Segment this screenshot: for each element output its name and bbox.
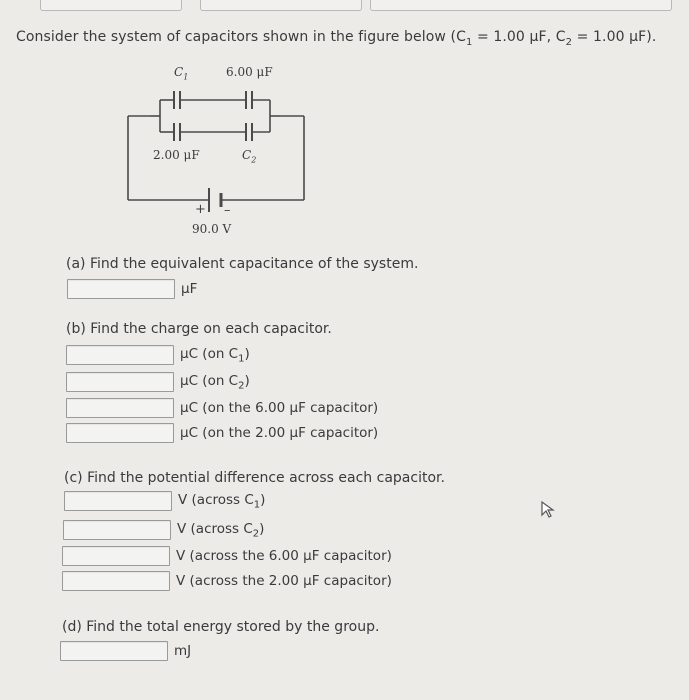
part-c-cap6-answer-input[interactable] xyxy=(62,546,170,566)
part-d-unit: mJ xyxy=(174,643,192,659)
part-b-row-c1 xyxy=(66,344,250,366)
part-b-c1-unit: μC (on $C_1$) xyxy=(180,345,250,365)
part-c-row-c2 xyxy=(63,519,264,541)
c2-label: $C_2$ xyxy=(242,148,257,165)
part-c-row-c1 xyxy=(64,490,265,512)
question-prefix: Consider the system of capacitors shown in the figure below (C xyxy=(16,29,466,45)
part-c-row-cap2 xyxy=(62,570,392,592)
question-c1-value: = 1.00 μF, C xyxy=(472,29,566,45)
part-b-cap6-unit: μC (on the 6.00 μF capacitor) xyxy=(180,400,379,416)
part-c-cap2-unit: V (across the 2.00 μF capacitor) xyxy=(176,573,392,589)
part-c-label: (c) Find the potential difference across each capacitor. xyxy=(64,470,445,486)
part-b-row-cap2 xyxy=(66,422,378,444)
part-c-c2-unit: V (across $C_2$) xyxy=(177,520,265,540)
part-b-row-c2 xyxy=(66,371,250,393)
top-toolbar xyxy=(0,0,689,18)
part-a-label: (a) Find the equivalent capacitance of the system. xyxy=(66,256,419,272)
part-d-label: (d) Find the total energy stored by the group. xyxy=(62,619,380,635)
part-c-c2-answer-input[interactable] xyxy=(63,520,171,540)
battery-voltage-label: 90.0 V xyxy=(192,222,232,236)
part-a-row xyxy=(67,278,197,300)
top-tab-box[interactable] xyxy=(200,0,362,11)
mouse-pointer-icon xyxy=(540,500,558,520)
c1-label: $C_1$ xyxy=(174,65,189,82)
top-tab-box[interactable] xyxy=(40,0,182,11)
question-c1-sub: 1 xyxy=(465,36,473,48)
top-tab-box[interactable] xyxy=(370,0,672,11)
part-c-cap2-answer-input[interactable] xyxy=(62,571,170,591)
part-b-cap2-unit: μC (on the 2.00 μF capacitor) xyxy=(180,425,379,441)
question-c2-sub: 2 xyxy=(565,36,573,48)
part-a-answer-input[interactable] xyxy=(67,279,175,299)
part-c-c1-answer-input[interactable] xyxy=(64,491,172,511)
battery-minus-sign: – xyxy=(224,203,231,218)
part-b-label: (b) Find the charge on each capacitor. xyxy=(66,321,332,337)
part-b-c2-unit: μC (on $C_2$) xyxy=(180,372,250,392)
part-d-answer-input[interactable] xyxy=(60,641,168,661)
part-c-cap6-unit: V (across the 6.00 μF capacitor) xyxy=(176,548,392,564)
circuit-diagram xyxy=(120,60,320,245)
question-c2-value: = 1.00 μF). xyxy=(572,29,657,45)
part-d-row xyxy=(60,640,191,662)
part-b-row-cap6 xyxy=(66,397,378,419)
part-b-cap2-answer-input[interactable] xyxy=(66,423,174,443)
part-b-cap6-answer-input[interactable] xyxy=(66,398,174,418)
question-text xyxy=(16,29,656,48)
part-c-c1-unit: V (across $C_1$) xyxy=(178,491,266,511)
circuit-svg xyxy=(120,60,320,245)
cap6-label: 6.00 μF xyxy=(226,65,273,79)
part-b-c1-answer-input[interactable] xyxy=(66,345,174,365)
part-c-row-cap6 xyxy=(62,545,392,567)
cap2-label: 2.00 μF xyxy=(153,148,200,162)
part-a-unit: μF xyxy=(181,281,198,297)
battery-plus-sign: + xyxy=(195,202,206,217)
part-b-c2-answer-input[interactable] xyxy=(66,372,174,392)
